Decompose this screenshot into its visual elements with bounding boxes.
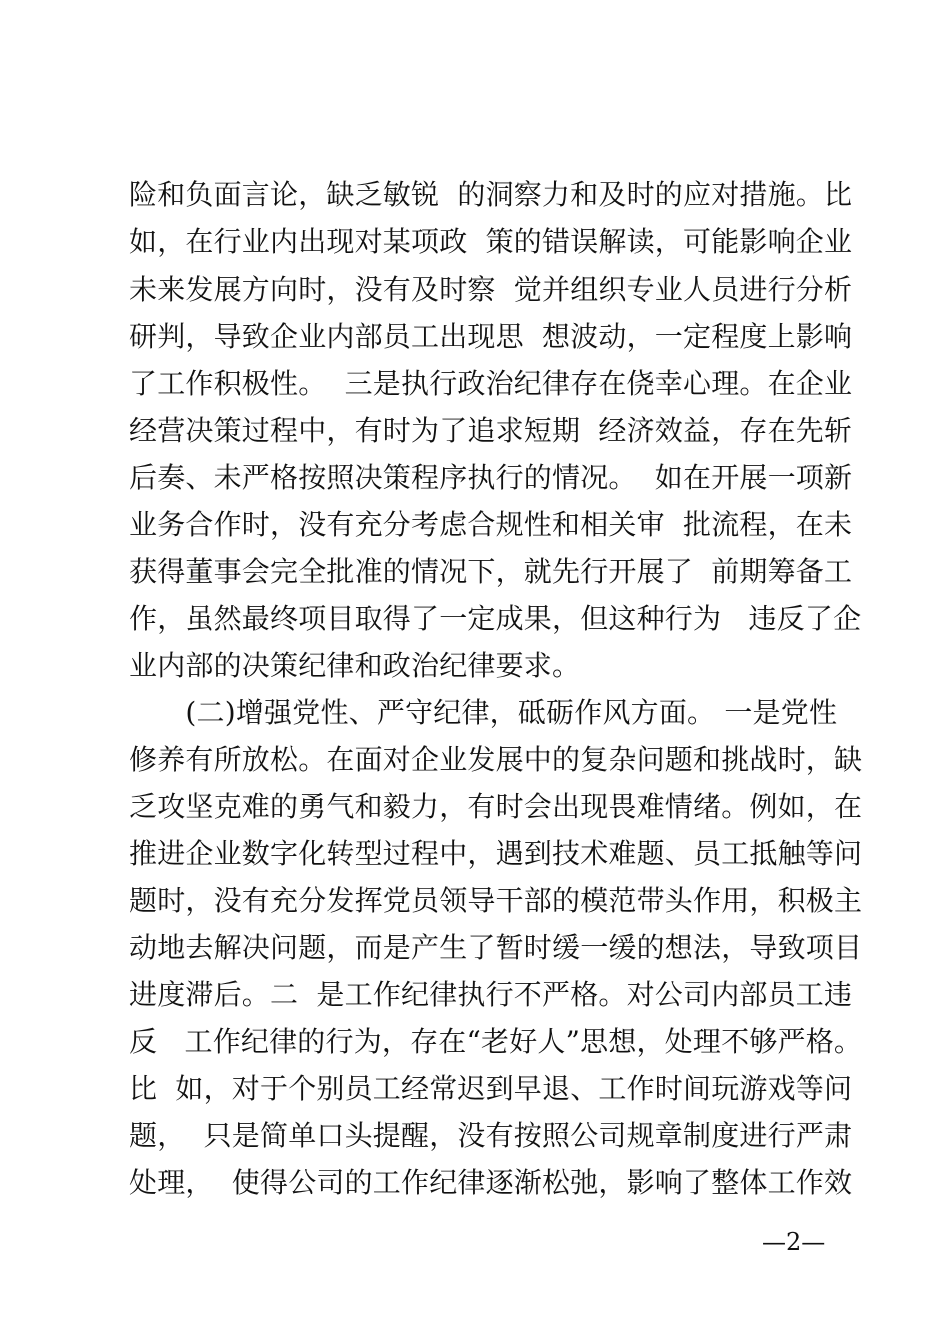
- text-line: 动地去解决问题，而是产生了暂时缓一缓的想法，导致项目: [129, 931, 863, 964]
- text-line: 题， 只是简单口头提醒，没有按照公司规章制度进行严肃: [129, 1119, 853, 1152]
- text-line: 推进企业数字化转型过程中，遇到技术难题、员工抵触等问: [129, 837, 863, 870]
- text-line: 业务合作时，没有充分考虑合规性和相关审 批流程，在未: [129, 508, 853, 541]
- text-line: 题时，没有充分发挥党员领导干部的模范带头作用，积极主: [129, 884, 863, 917]
- text-line: 进度滞后。二 是工作纪律执行不严格。对公司内部员工违: [129, 978, 853, 1011]
- text-line: 后奏、未严格按照决策程序执行的情况。 如在开展一项新: [129, 461, 853, 494]
- text-line: 获得董事会完全批准的情况下，就先行开展了 前期筹备工: [129, 555, 853, 588]
- text-line: 修养有所放松。在面对企业发展中的复杂问题和挑战时，缺: [129, 743, 863, 776]
- text-line: 了工作积极性。 三是执行政治纪律存在侥幸心理。在企业: [129, 367, 853, 400]
- text-line: 业内部的决策纪律和政治纪律要求。: [129, 649, 581, 682]
- text-line: 乏攻坚克难的勇气和毅力，有时会出现畏难情绪。例如，在: [129, 790, 863, 823]
- text-line: 经营决策过程中，有时为了追求短期 经济效益，存在先斩: [129, 414, 853, 447]
- text-line: 作，虽然最终项目取得了一定成果，但这种行为 违反了企: [129, 602, 862, 635]
- text-line: 比 如，对于个别员工经常迟到早退、工作时间玩游戏等问: [129, 1072, 853, 1105]
- text-line: 反 工作纪律的行为，存在“老好人”思想，处理不够严格。: [129, 1025, 863, 1058]
- text-line: 如，在行业内出现对某项政 策的错误解读，可能影响企业: [129, 225, 853, 258]
- text-line: 研判，导致企业内部员工出现思 想波动，一定程度上影响: [129, 320, 853, 353]
- section-heading-line: (二)增强党性、严守纪律，砥砺作风方面。 一是党性: [129, 696, 838, 729]
- text-line: 未来发展方向时，没有及时察 觉并组织专业人员进行分析: [129, 273, 853, 306]
- text-line: 险和负面言论，缺乏敏锐 的洞察力和及时的应对措施。比: [129, 178, 853, 211]
- text-line: 处理， 使得公司的工作纪律逐渐松弛，影响了整体工作效: [129, 1166, 853, 1199]
- page-number: —2—: [762, 1228, 826, 1256]
